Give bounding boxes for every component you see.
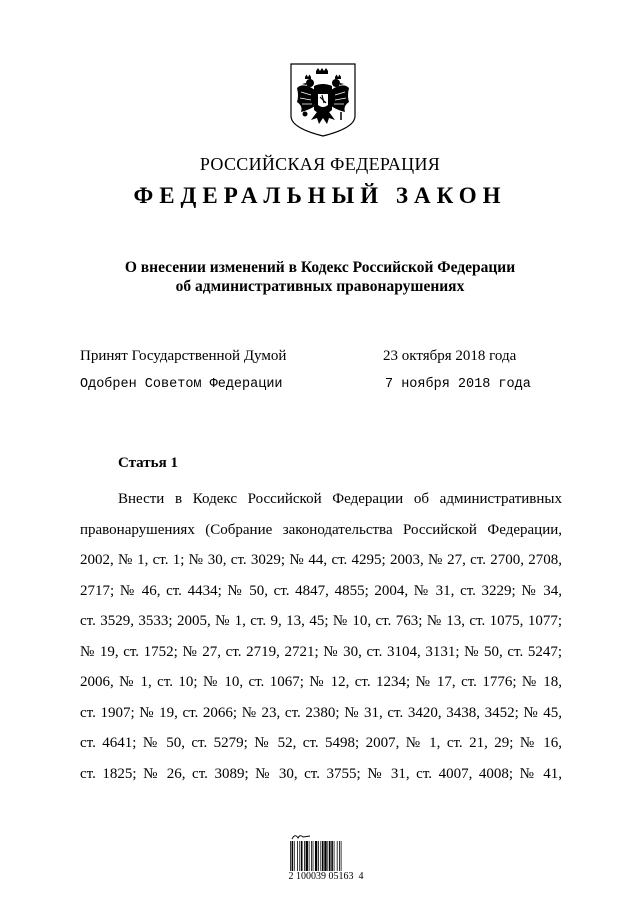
- coat-of-arms-emblem: [289, 62, 357, 138]
- barcode-bar: [304, 841, 305, 871]
- double-headed-eagle-icon: [289, 62, 357, 138]
- barcode-bars: [290, 841, 362, 871]
- article-line: правонарушениях (Собрание законодательства Российской Федерации,: [80, 521, 562, 538]
- barcode-bar: [337, 841, 338, 871]
- barcode-bar: [309, 841, 310, 871]
- barcode-bar: [315, 841, 317, 871]
- barcode-bar: [324, 841, 326, 871]
- adoption-body: Одобрен Советом Федерации: [80, 377, 283, 392]
- article-line: ст. 1825; № 26, ст. 3089; № 30, ст. 3755; № 31, ст. 4007, 4008; № 41,: [80, 765, 562, 782]
- law-title-line: О внесении изменений в Кодекс Российской Федерации: [124, 259, 516, 276]
- article-body: [80, 484, 562, 789]
- barcode-number: 2 100039 05163 4: [288, 871, 364, 882]
- article-line: ст. 4641; № 50, ст. 5279; № 52, ст. 5498; 2007, № 1, ст. 21, 29; № 16,: [80, 735, 562, 751]
- barcode: [278, 832, 374, 884]
- barcode-bar: [322, 841, 324, 871]
- barcode-bar: [299, 841, 300, 871]
- barcode-bar: [327, 841, 328, 871]
- article-line: ст. 1907; № 19, ст. 2066; № 23, ст. 2380; № 31, ст. 3420, 3438, 3452; № 45,: [80, 704, 562, 721]
- adoption-date: 7 ноября 2018 года: [385, 377, 531, 392]
- barcode-bar: [290, 841, 291, 871]
- article-line: 2717; № 46, ст. 4434; № 50, ст. 4847, 4855; 2004, № 31, ст. 3229; № 34,: [80, 582, 562, 599]
- barcode-bar: [297, 841, 298, 871]
- adoption-date: 23 октября 2018 года: [383, 348, 517, 364]
- signature-mark-icon: [290, 832, 312, 841]
- adoption-body: Принят Государственной Думой: [80, 348, 287, 364]
- country-name: РОССИЙСКАЯ ФЕДЕРАЦИЯ: [199, 154, 441, 174]
- article-line: 2006, № 1, ст. 10; № 10, ст. 1067; № 12, ст. 1234; № 17, ст. 1776; № 18,: [80, 674, 562, 690]
- barcode-bar: [294, 841, 295, 871]
- law-title: [0, 258, 640, 296]
- article-line: ст. 3529, 3533; 2005, № 1, ст. 9, 13, 45; № 10, ст. 763; № 13, ст. 1075, 1077;: [80, 613, 562, 629]
- barcode-bar: [341, 841, 342, 871]
- barcode-bar: [339, 841, 340, 871]
- barcode-bar: [306, 841, 308, 871]
- barcode-bar: [331, 841, 333, 871]
- law-title-line: об административных правонарушениях: [175, 278, 465, 295]
- article-line: Внести в Кодекс Российской Федерации об административных: [118, 491, 562, 507]
- barcode-bar: [311, 841, 312, 871]
- barcode-bar: [292, 841, 294, 871]
- article-heading: Статья 1: [118, 455, 178, 471]
- article-line: № 19, ст. 1752; № 27, ст. 2719, 2721; № 30, ст. 3104, 3131; № 50, ст. 5247;: [80, 643, 562, 660]
- barcode-bar: [313, 841, 314, 871]
- barcode-bar: [318, 841, 319, 871]
- barcode-bar: [329, 841, 331, 871]
- barcode-bar: [320, 841, 321, 871]
- article-line: 2002, № 1, ст. 1; № 30, ст. 3029; № 44, ст. 4295; 2003, № 27, ст. 2700, 2708,: [80, 552, 562, 568]
- law-type-heading: ФЕДЕРАЛЬНЫЙ ЗАКОН: [133, 183, 507, 208]
- barcode-bar: [334, 841, 335, 871]
- barcode-bar: [301, 841, 303, 871]
